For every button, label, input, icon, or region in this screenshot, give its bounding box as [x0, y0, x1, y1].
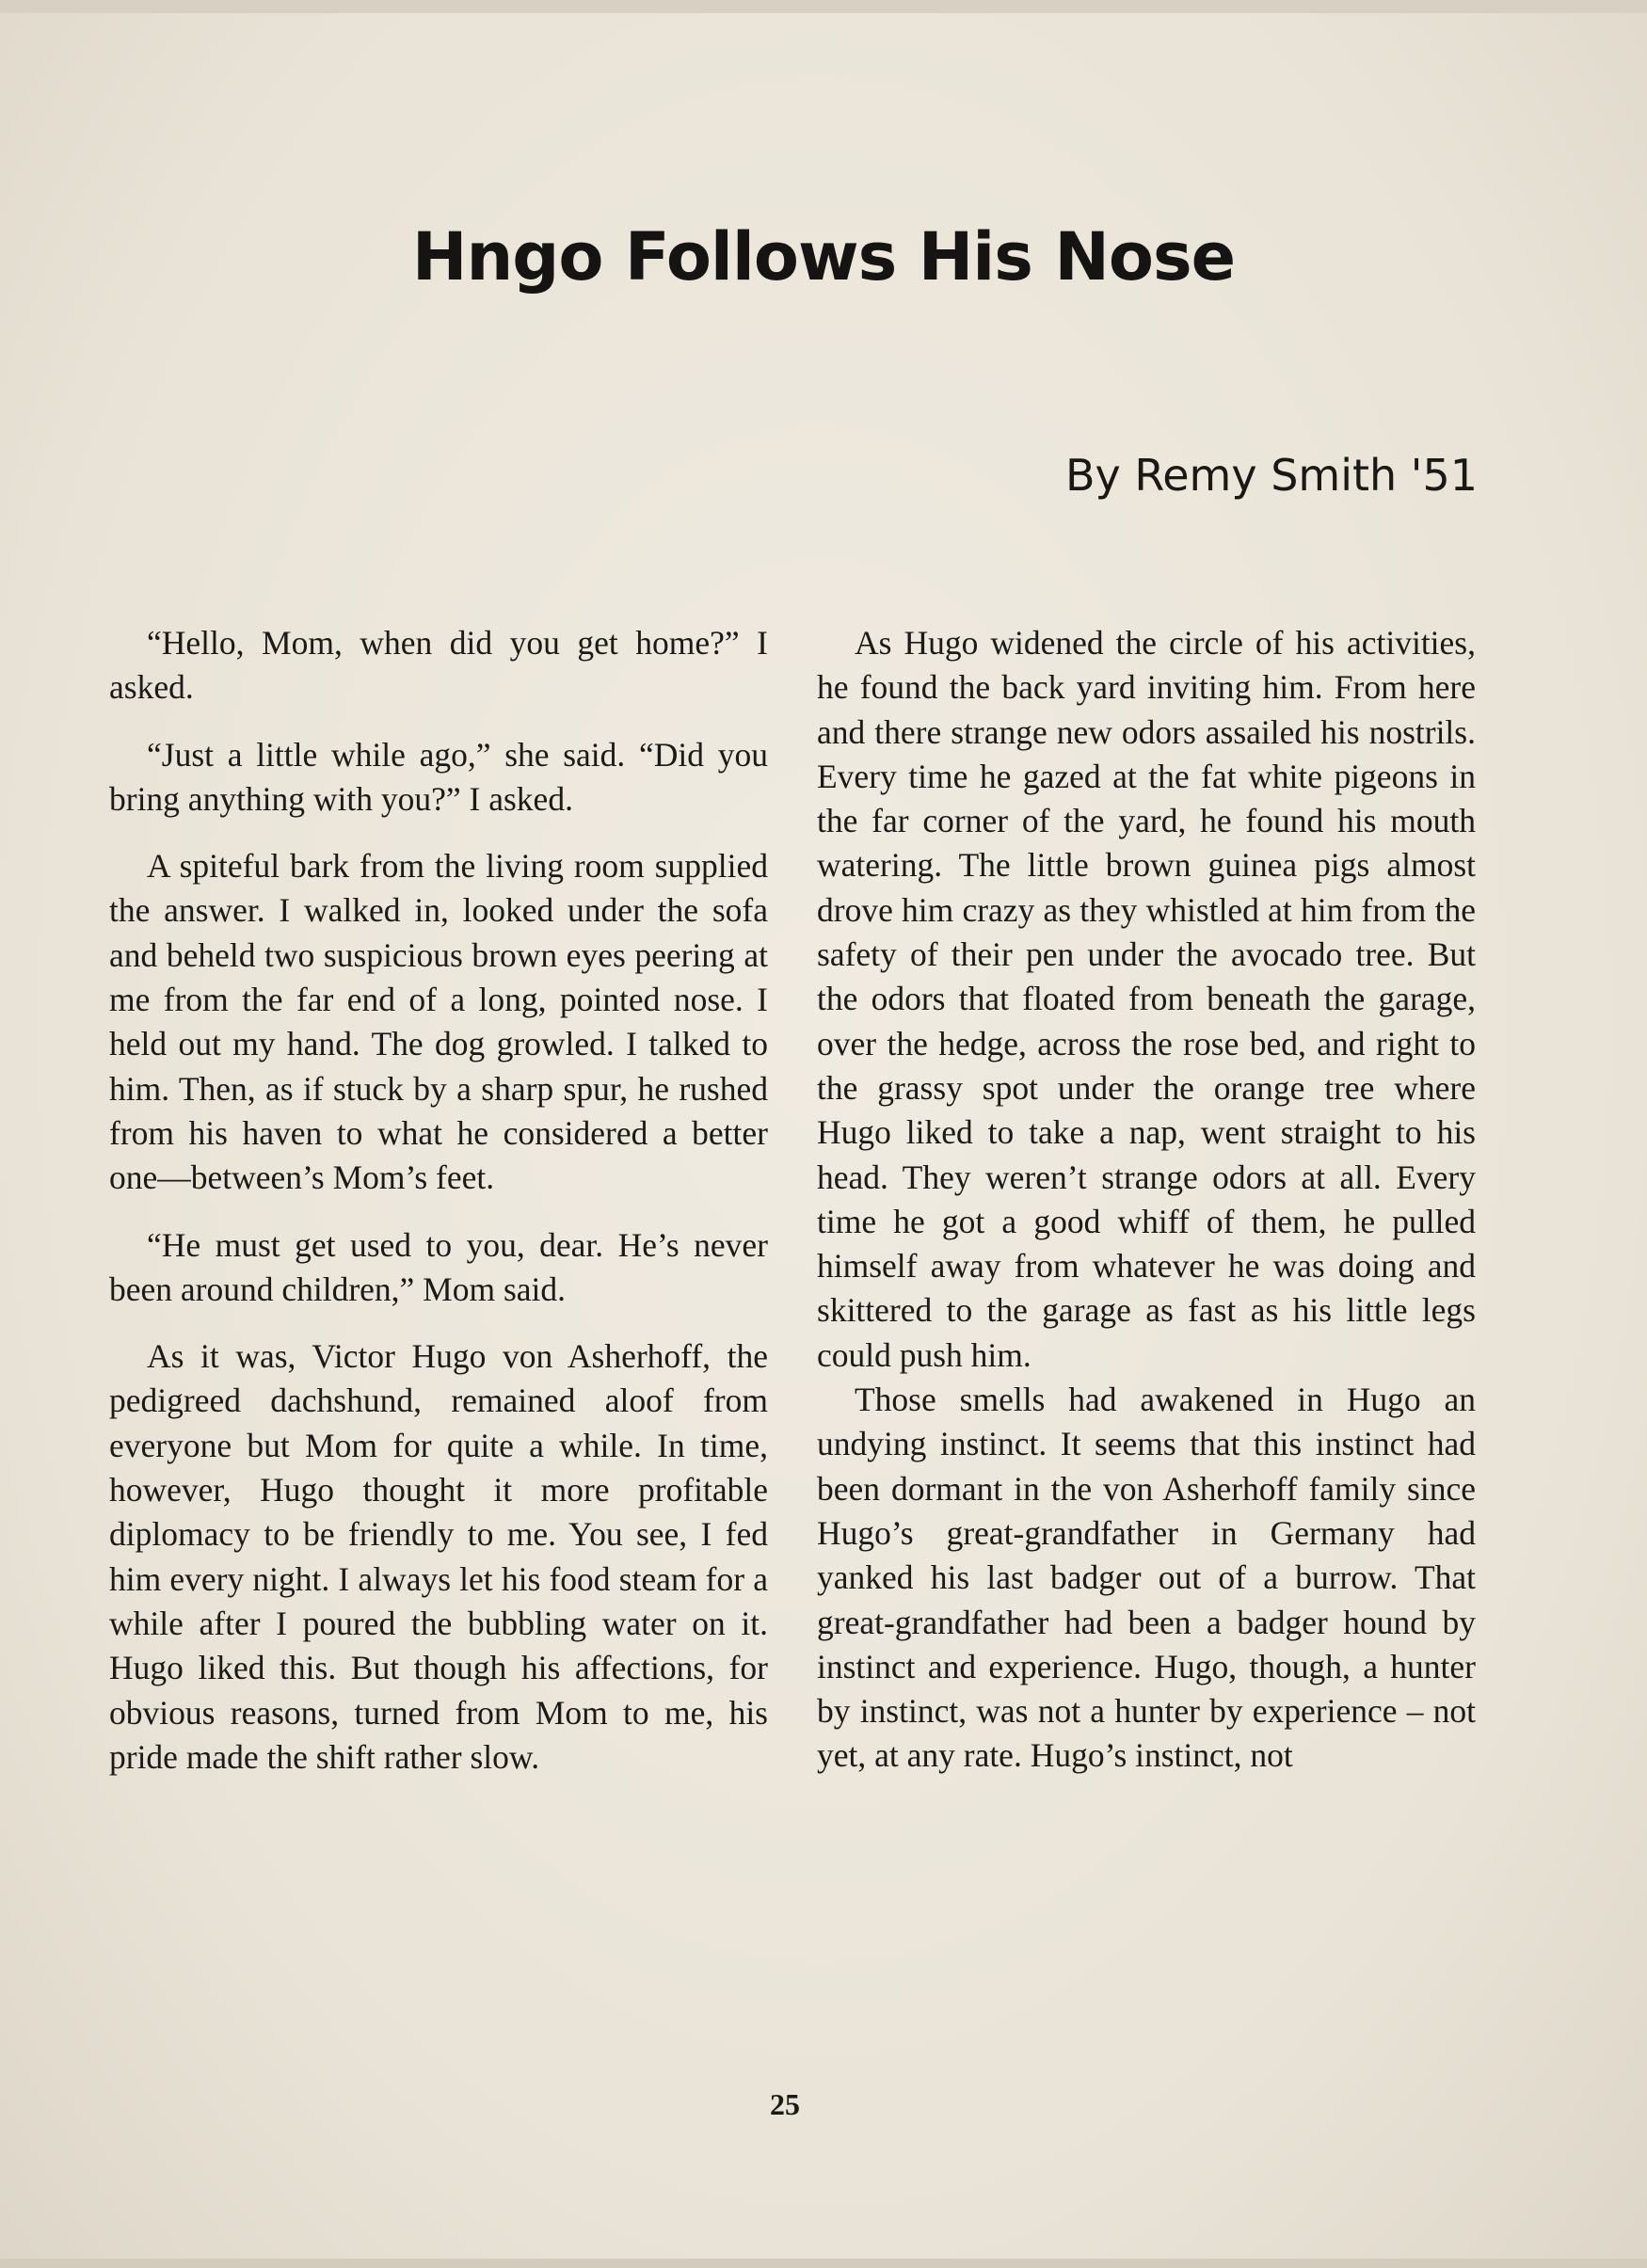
page-number: 25 — [770, 2087, 800, 2121]
article-title: Hngo Follows His Nose — [411, 218, 1236, 295]
article-byline: By Remy Smith '51 — [1064, 450, 1478, 501]
page-top-edge — [0, 0, 1647, 13]
paragraph: “Just a little while ago,” she said. “Did you bring anything with you?” I asked. — [109, 735, 768, 818]
paragraph: As Hugo widened the circle of his activities, he found the back yard inviting him. From here and there strange new odors assailed his nostrils. Every time he gazed at the fat white pigeons in the far corner of the yard, he found his mouth watering. The little brown guinea pigs almost drove him crazy as they whistled at him from the safety of their pen under the avocado tree. But the odors that floated from beneath the garage, over the hedge, across the rose bed, and right to the grassy spot under the orange tree where Hugo liked to take a nap, went straight to his head. They weren’t strange odors at all. Every time he got a good whiff of them, he pulled himself away from whatever he was doing and skittered to the garage as fast as his little legs could push him. — [817, 624, 1476, 1374]
right-column — [817, 621, 1476, 1779]
left-column — [109, 621, 768, 1780]
page-bottom-edge — [0, 2259, 1647, 2268]
paragraph: “Hello, Mom, when did you get home?” I asked. — [109, 624, 768, 707]
paragraph: As it was, Victor Hugo von Asherhoff, the pedigreed dachshund, remained aloof from everyone but Mom for quite a while. In time, however, Hugo thought it more profitable diplomacy to be friendly to me. You see, I fed him every night. I always let his food steam for a while after I poured the bubbling water on it. Hugo liked this. But though his affections, for obvious reasons, turned from Mom to me, his pride made the shift rather slow. — [109, 1337, 768, 1776]
paragraph: Those smells had awakened in Hugo an undying instinct. It seems that this instinct had been dormant in the von Asherhoff family since Hugo’s great-grandfather in Germany had yanked his last badger out of a burrow. That great-grandfather had been a badger hound by instinct and experience. Hugo, though, a hunter by instinct, was not a hunter by experience – not yet, at any rate. Hugo’s instinct, not — [817, 1381, 1476, 1775]
paragraph: A spiteful bark from the living room supplied the answer. I walked in, looked under the sofa and beheld two suspicious brown eyes peering at me from the far end of a long, pointed nose. I held out my hand. The dog growled. I talked to him. Then, as if stuck by a sharp spur, he rushed from his haven to what he considered a better one—between’s Mom’s feet. — [109, 847, 768, 1197]
paragraph: “He must get used to you, dear. He’s never been around children,” Mom said. — [109, 1225, 768, 1308]
